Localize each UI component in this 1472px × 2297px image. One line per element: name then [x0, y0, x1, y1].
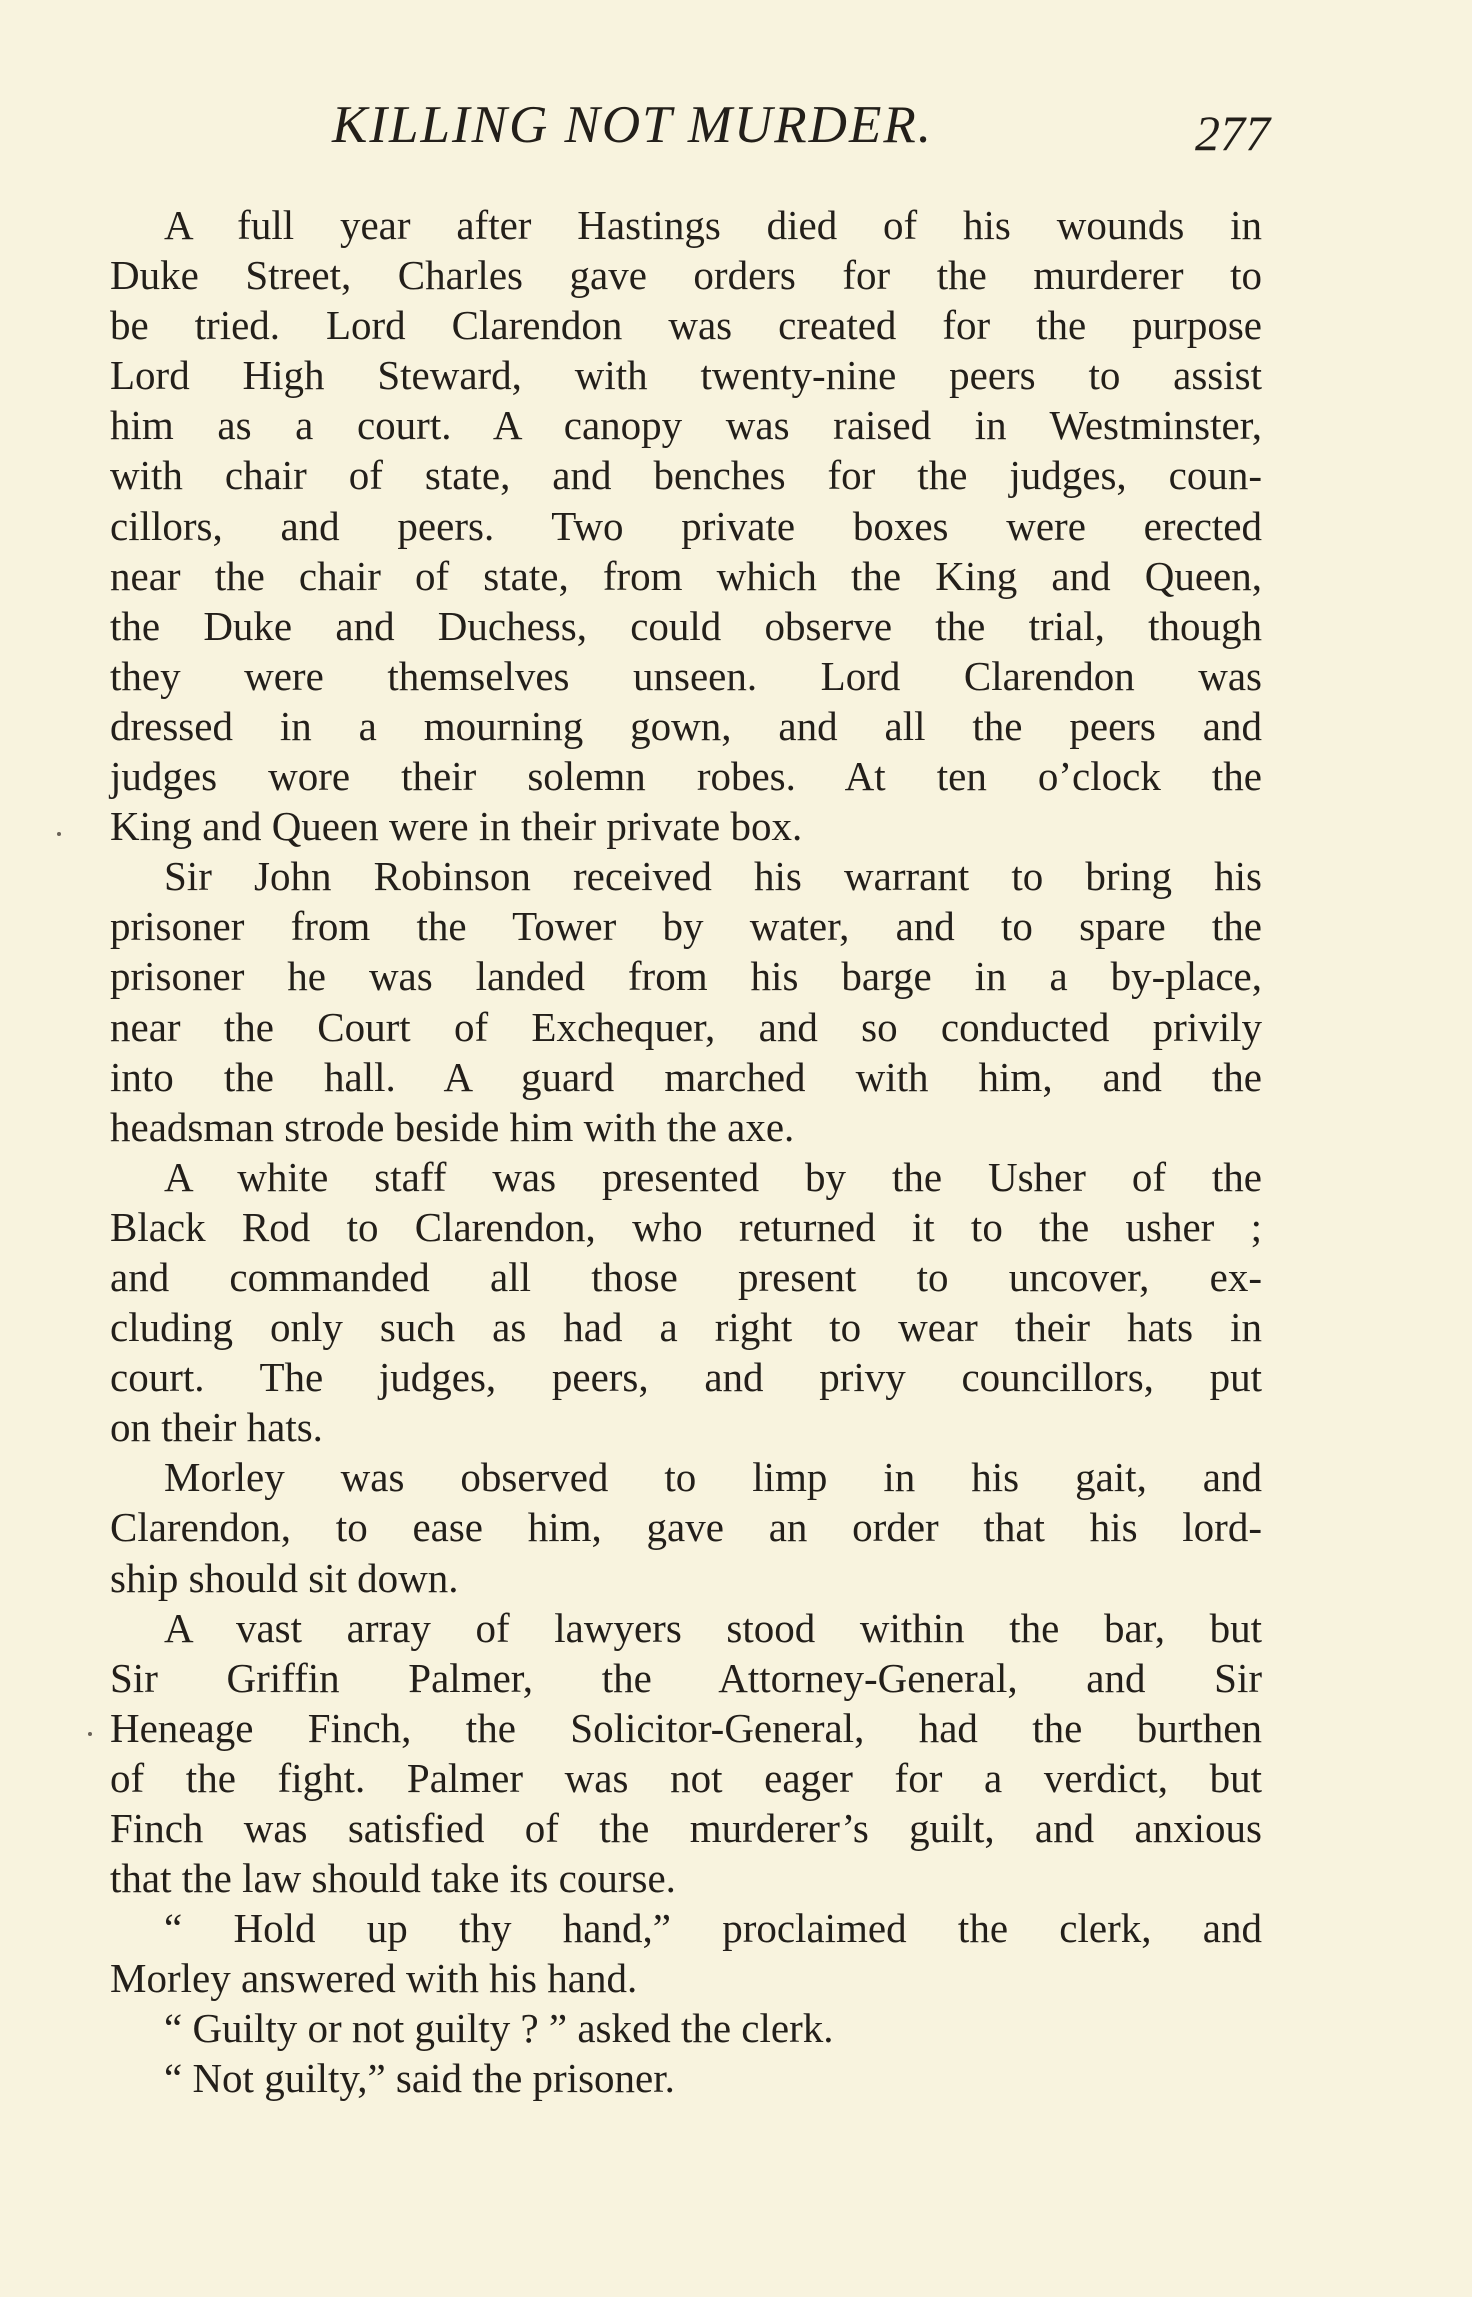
text-line: court. The judges, peers, and privy councillors, put [110, 1354, 1262, 1401]
paragraph [110, 851, 1262, 1152]
paragraph [110, 200, 1262, 851]
running-head [110, 90, 1270, 160]
text-line: A vast array of lawyers stood within the bar, but [164, 1604, 1262, 1651]
text-line: they were themselves unseen. Lord Clarendon was [110, 652, 1262, 699]
text-line: “ Guilty or not guilty ? ” asked the clerk. [164, 2005, 834, 2052]
page-number: 277 [1195, 105, 1270, 161]
text-line: that the law should take its course. [110, 1855, 676, 1902]
text-line: near the chair of state, from which the King and Queen, [110, 552, 1262, 599]
text-line: Clarendon, to ease him, gave an order that his lord- [110, 1504, 1262, 1551]
text-line: King and Queen were in their private box. [110, 803, 803, 850]
text-line: of the fight. Palmer was not eager for a verdict, but [110, 1754, 1262, 1801]
text-line: judges wore their solemn robes. At ten o’clock the [110, 753, 1262, 800]
text-line: cluding only such as had a right to wear their hats in [110, 1304, 1262, 1351]
paragraph [110, 1603, 1262, 1904]
text-line: ship should sit down. [110, 1554, 459, 1601]
text-line: headsman strode beside him with the axe. [110, 1103, 795, 1150]
paragraph [110, 1903, 1262, 2003]
text-line: Heneage Finch, the Solicitor-General, had the burthen [110, 1704, 1262, 1751]
text-line: Sir John Robinson received his warrant to bring his [164, 853, 1262, 900]
text-line: and commanded all those present to uncover, ex- [110, 1253, 1262, 1300]
paragraph [110, 1152, 1262, 1453]
running-title: KILLING NOT MURDER. [332, 96, 933, 154]
text-line: the Duke and Duchess, could observe the trial, though [110, 602, 1262, 649]
text-line: Lord High Steward, with twenty-nine peers to assist [110, 352, 1262, 399]
text-line: Finch was satisfied of the murderer’s guilt, and anxious [110, 1805, 1262, 1851]
paragraph [110, 2053, 1262, 2103]
text-line: Duke Street, Charles gave orders for the murderer to [110, 252, 1262, 299]
text-line: “ Not guilty,” said the prisoner. [164, 2055, 675, 2102]
text-line: near the Court of Exchequer, and so conducted privily [110, 1003, 1262, 1050]
text-line: Morley was observed to limp in his gait, and [164, 1454, 1262, 1501]
text-line: with chair of state, and benches for the judges, coun- [110, 452, 1262, 499]
text-line: Black Rod to Clarendon, who returned it to the usher ; [110, 1203, 1262, 1250]
text-line: into the hall. A guard marched with him, and the [110, 1053, 1262, 1100]
text-line: Sir Griffin Palmer, the Attorney-General, and Sir [110, 1654, 1262, 1701]
text-line: on their hats. [110, 1404, 323, 1451]
text-line: prisoner he was landed from his barge in a by-place, [110, 953, 1262, 1000]
text-line: prisoner from the Tower by water, and to spare the [110, 903, 1262, 950]
paragraph [110, 1452, 1262, 1602]
text-line: “ Hold up thy hand,” proclaimed the clerk, and [164, 1905, 1262, 1952]
paragraph [110, 2003, 1262, 2053]
text-line: A full year after Hastings died of his wounds in [164, 202, 1262, 248]
text-line: dressed in a mourning gown, and all the peers and [110, 702, 1262, 749]
margin-mark [88, 1732, 92, 1736]
text-line: cillors, and peers. Two private boxes were erected [110, 502, 1262, 549]
text-line: him as a court. A canopy was raised in Westminster, [110, 402, 1262, 449]
text-line: Morley answered with his hand. [110, 1955, 638, 2002]
body-text [110, 200, 1262, 2104]
margin-mark [57, 832, 61, 836]
text-line: A white staff was presented by the Usher of the [164, 1153, 1262, 1200]
text-line: be tried. Lord Clarendon was created for the purpose [110, 302, 1262, 349]
